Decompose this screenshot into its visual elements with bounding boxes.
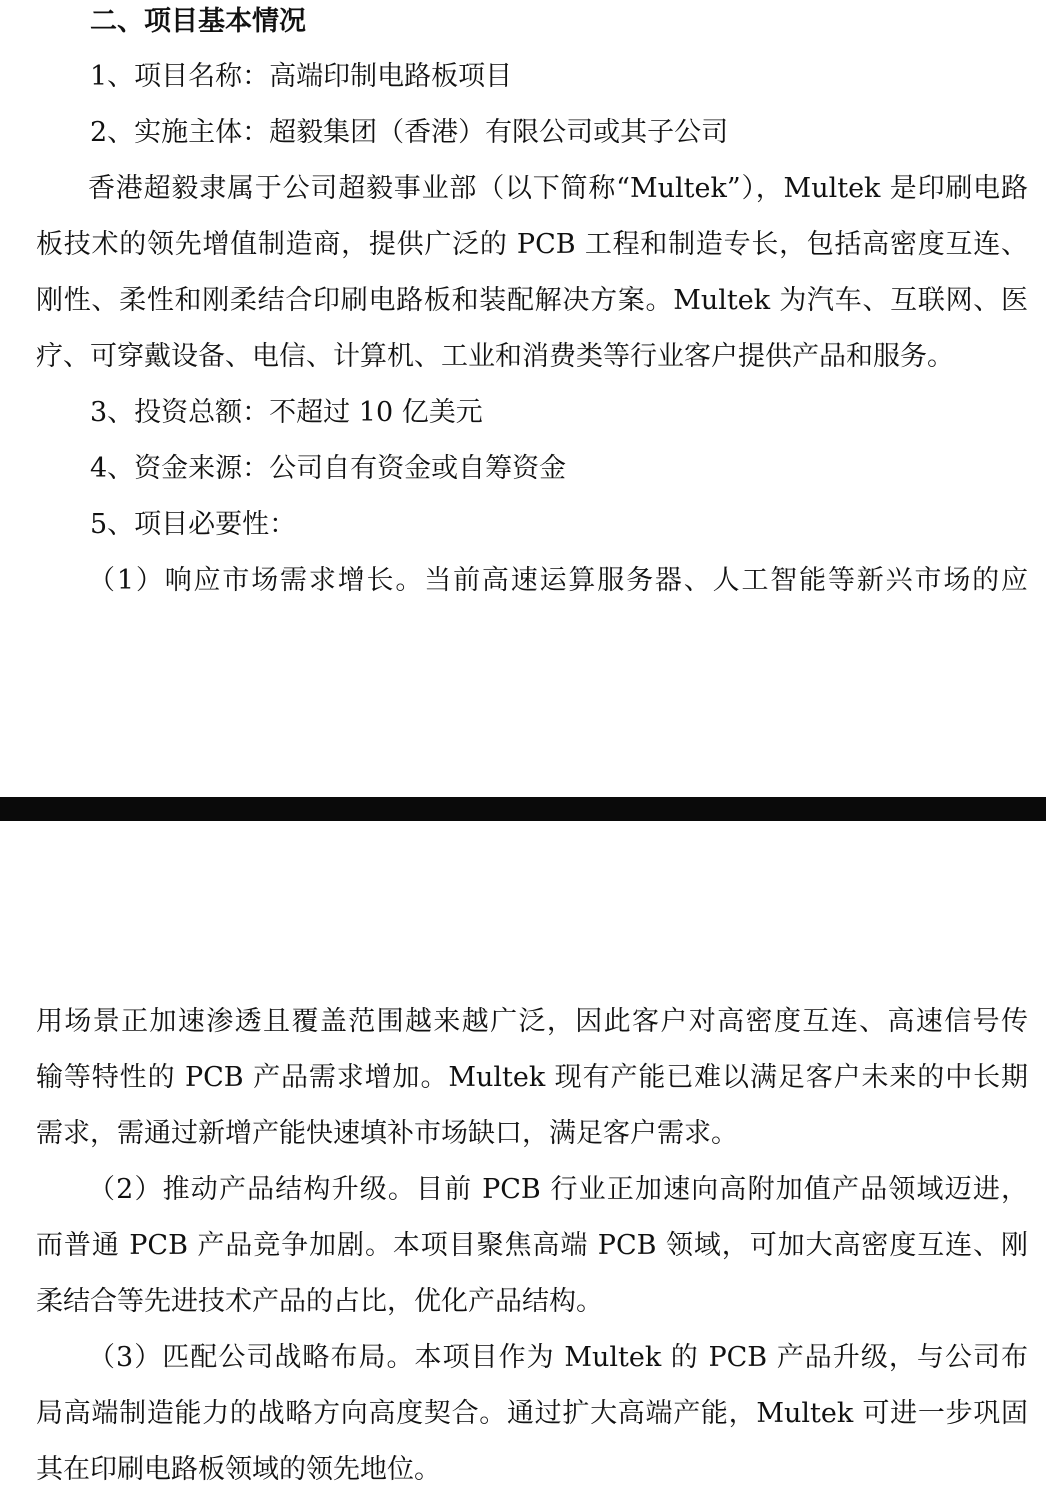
point1-line-3: 输等特性的 PCB 产品需求增加。Multek 现有产能已难以满足客户未来的中长期 [36, 1062, 1028, 1093]
item-implementing-entity: 2、实施主体：超毅集团（香港）有限公司或其子公司 [90, 117, 729, 148]
point2-line-1: （2）推动产品结构升级。目前 PCB 行业正加速向高附加值产品领域迈进， [88, 1174, 1028, 1205]
item-necessity: 5、项目必要性： [90, 509, 297, 540]
item-funding-source: 4、资金来源：公司自有资金或自筹资金 [90, 453, 567, 484]
intro-line-1: 香港超毅隶属于公司超毅事业部（以下简称“Multek”），Multek 是印刷电路 [88, 173, 1028, 204]
point1-line-4: 需求，需通过新增产能快速填补市场缺口，满足客户需求。 [36, 1118, 738, 1149]
point3-line-3: 其在印刷电路板领域的领先地位。 [36, 1454, 441, 1485]
intro-line-2: 板技术的领先增值制造商，提供广泛的 PCB 工程和制造专长，包括高密度互连、 [36, 229, 1028, 260]
point3-line-1: （3）匹配公司战略布局。本项目作为 Multek 的 PCB 产品升级，与公司布 [88, 1342, 1028, 1373]
section-heading: 二、项目基本情况 [90, 6, 306, 37]
point1-line-2: 用场景正加速渗透且覆盖范围越来越广泛，因此客户对高密度互连、高速信号传 [36, 1006, 1028, 1037]
item-project-name: 1、项目名称：高端印制电路板项目 [90, 61, 513, 92]
point1-line-1: （1）响应市场需求增长。当前高速运算服务器、人工智能等新兴市场的应 [88, 565, 1028, 596]
point3-line-2: 局高端制造能力的战略方向高度契合。通过扩大高端产能，Multek 可进一步巩固 [36, 1398, 1028, 1429]
intro-line-3: 刚性、柔性和刚柔结合印刷电路板和装配解决方案。Multek 为汽车、互联网、医 [36, 285, 1028, 316]
point2-line-3: 柔结合等先进技术产品的占比，优化产品结构。 [36, 1286, 603, 1317]
point2-line-2: 而普通 PCB 产品竞争加剧。本项目聚焦高端 PCB 领域，可加大高密度互连、刚 [36, 1230, 1028, 1261]
item-total-investment: 3、投资总额：不超过 10 亿美元 [90, 397, 483, 428]
intro-line-4: 疗、可穿戴设备、电信、计算机、工业和消费类等行业客户提供产品和服务。 [36, 341, 954, 372]
page-divider [0, 797, 1046, 821]
